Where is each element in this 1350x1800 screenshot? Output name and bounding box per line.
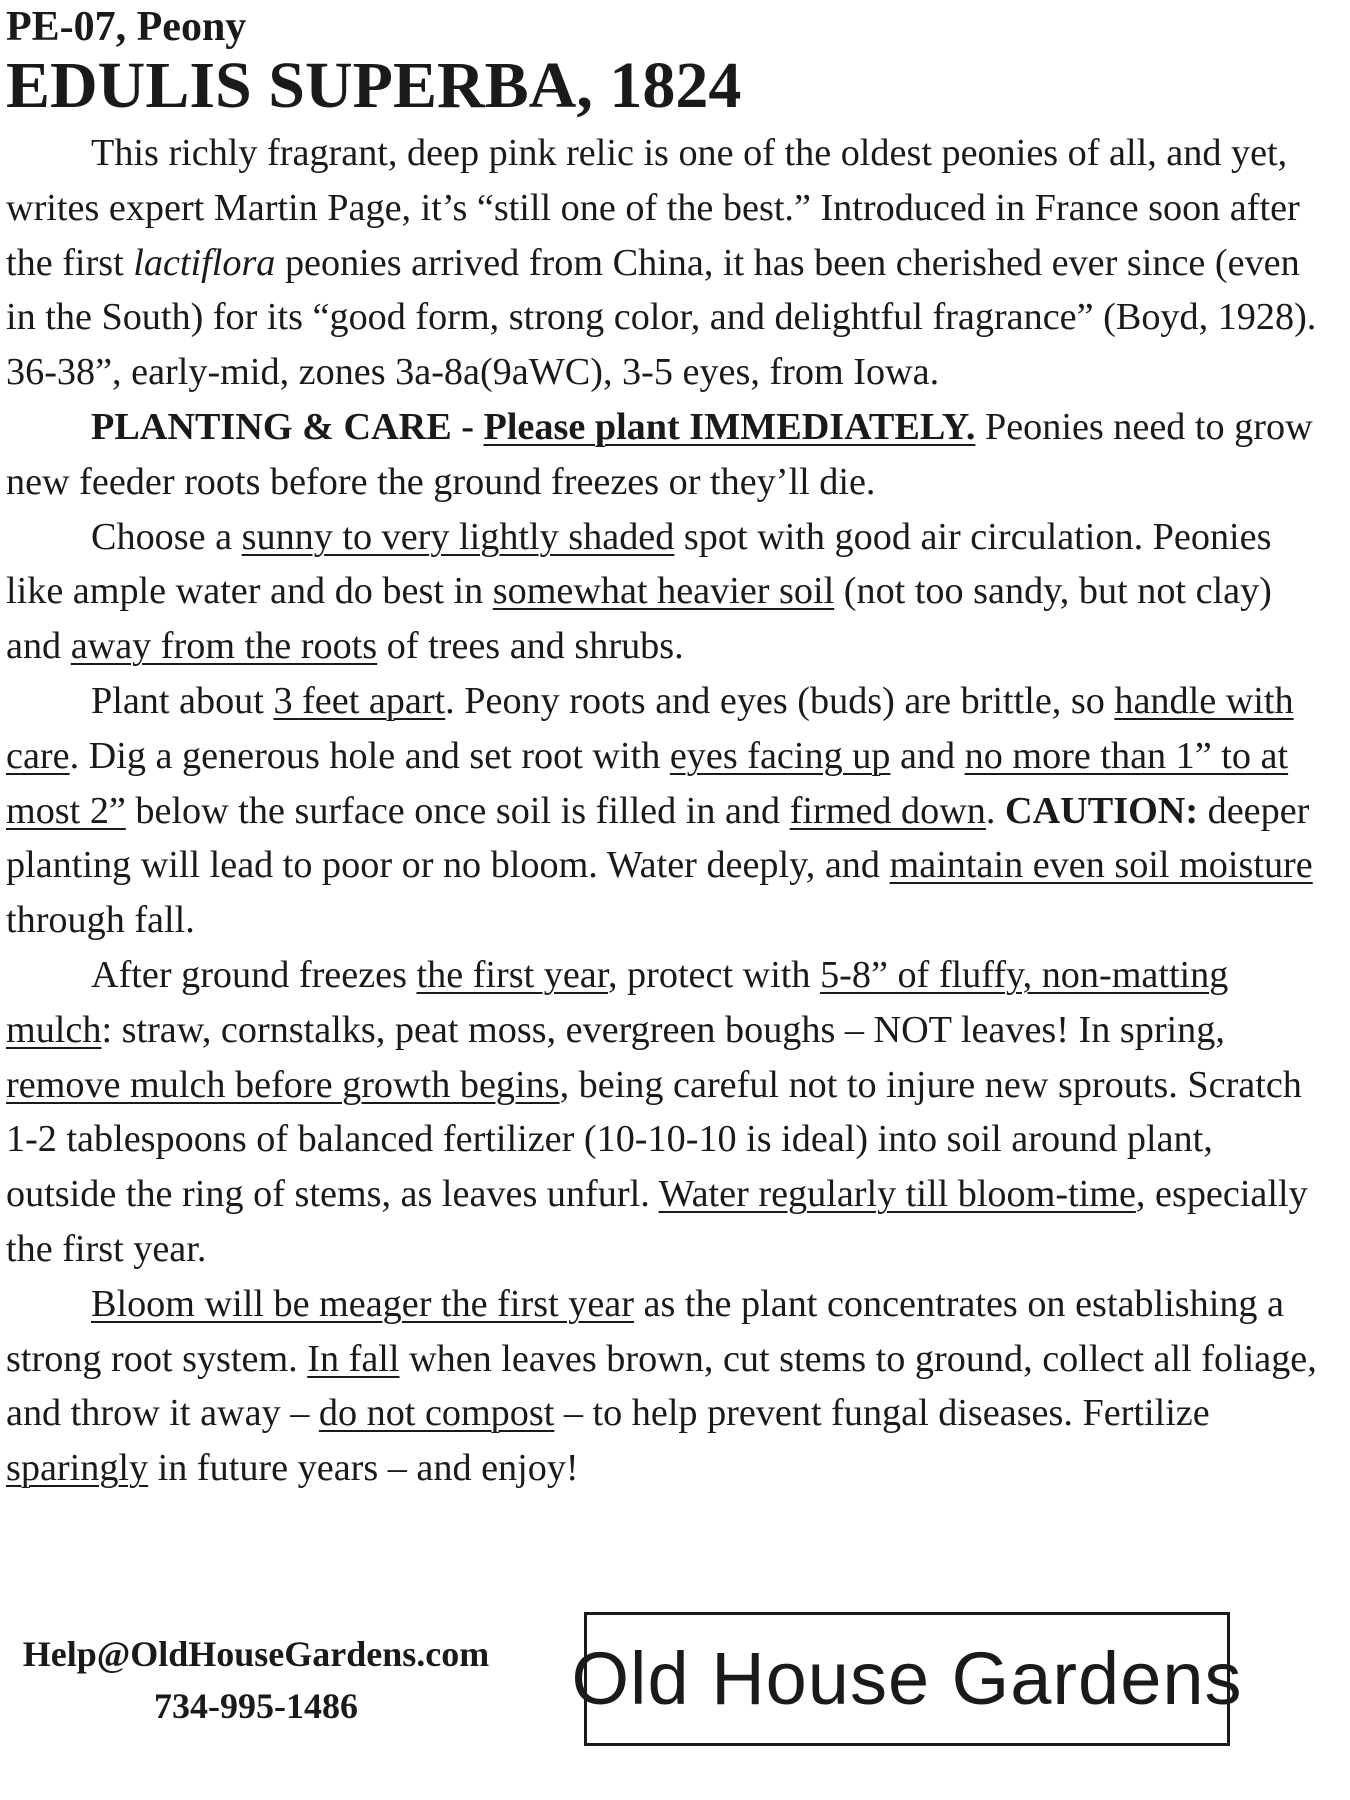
- site-paragraph: Choose a sunny to very lightly shaded spot with good air circulation. Peonies like ample water and do best in somewhat heavier soil (not too sandy, but not clay) and away from the roots of trees and shrubs.: [6, 515, 1272, 668]
- page-title: EDULIS SUPERBA, 1824: [6, 49, 742, 122]
- species-name: lactiflora: [133, 241, 276, 284]
- planting-heading: PLANTING & CARE -: [91, 405, 484, 448]
- body-text: [6, 126, 1326, 1496]
- seed-packet-page: [6, 0, 1326, 1726]
- logo-text: Old House Gardens: [571, 1637, 1243, 1720]
- description-paragraph: This richly fragrant, deep pink relic is one of the oldest peonies of all, and yet, writes expert Martin Page, it’s “still one of the best.” Introduced in France soon after the first lactiflora peonies arrived from China, it has been cherished ever since (even in the South) for its “good form, strong color, and delightful fragrance” (Boyd, 1928). 36-38”, early-mid, zones 3a-8a(9aWC), 3-5 eyes, from Iowa.: [6, 132, 1317, 394]
- caution-label: CAUTION:: [1005, 789, 1199, 832]
- product-code: PE-07, Peony: [6, 4, 247, 50]
- urgent-notice: Please plant IMMEDIATELY.: [483, 405, 976, 448]
- mulch-paragraph: After ground freezes the first year, protect with 5-8” of fluffy, non-matting mulch: straw, cornstalks, peat moss, evergreen boughs – NOT leaves! In spring, remove mulch before growth begins, being careful not to injure new sprouts. Scratch 1-2 tablespoons of balanced fertilizer (10-10-10 is ideal) into soil around plant, outside the ring of stems, as leaves unfurl. Water regularly till bloom-time, especially the first year.: [6, 953, 1308, 1270]
- bloom-paragraph: Bloom will be meager the first year as the plant concentrates on establishing a strong root system. In fall when leaves brown, cut stems to ground, collect all foliage, and throw it away – do not compost – to help prevent fungal diseases. Fertilize sparingly in future years – and enjoy!: [6, 1282, 1317, 1490]
- contact-phone: 734-995-1486: [154, 1686, 358, 1726]
- contact-info: [6, 1628, 506, 1732]
- planting-depth-paragraph: Plant about 3 feet apart. Peony roots and eyes (buds) are brittle, so handle with care. Dig a generous hole and set root with eyes facing up and no more than 1” to at most 2” below the surface once soil is filled in and firmed down. CAUTION: deeper planting will lead to poor or no bloom. Water deeply, and maintain even soil moisture through fall.: [6, 679, 1313, 942]
- planting-paragraph: PLANTING & CARE - Please plant IMMEDIATELY. Peonies need to grow new feeder roots before the ground freezes or they’ll die.: [6, 405, 1313, 503]
- contact-email[interactable]: Help@OldHouseGardens.com: [22, 1634, 490, 1674]
- logo-wordmark-icon: [571, 1624, 1243, 1734]
- brand-logo: [571, 1612, 1243, 1746]
